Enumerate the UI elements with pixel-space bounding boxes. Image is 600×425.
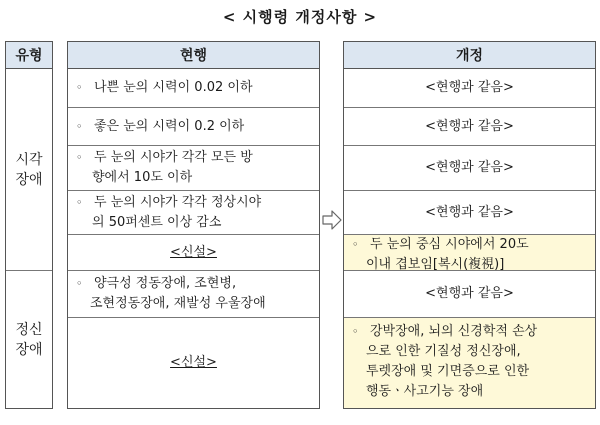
revised-row-6 [344, 270, 595, 317]
type-mental-line2: 장애 [15, 341, 43, 358]
current-column [67, 41, 320, 409]
current-row-3 [68, 145, 319, 190]
current-row-4 [68, 190, 319, 234]
current-row-4-line1: 두 눈의 시야가 각각 정상시야 [94, 195, 262, 210]
revised-row-3-text: <현행과 같음> [425, 160, 514, 175]
bullet-icon: ◦ [76, 81, 83, 94]
revised-row-5 [344, 234, 595, 270]
current-row-5 [68, 234, 319, 270]
current-row-1-line1: 나쁜 눈의 시력이 0.02 이하 [94, 80, 253, 95]
revised-row-7-line1: 강박장애, 뇌의 신경학적 손상 [370, 324, 538, 339]
revised-row-2-text: <현행과 같음> [425, 118, 514, 134]
current-row-3-line1: 두 눈의 시야가 각각 모든 방 [94, 150, 253, 165]
current-header: 현행 [68, 42, 319, 69]
arrow-right-icon [321, 209, 343, 231]
revised-row-7-line2: 으로 인한 기질성 정신장애, [366, 344, 521, 359]
current-row-6 [68, 270, 319, 317]
revised-row-4-text: <현행과 같음> [425, 204, 514, 220]
bullet-icon: ◦ [352, 238, 359, 251]
revised-row-3 [344, 145, 595, 190]
page-title: < 시행령 개정사항 > [222, 8, 378, 26]
bullet-icon: ◦ [352, 325, 359, 338]
revised-row-5-line2: 이내 겹보임[복시(複視)] [366, 257, 505, 272]
current-row-7-label: <신설> [170, 355, 217, 370]
revised-row-4 [344, 190, 595, 234]
revised-row-2 [344, 107, 595, 145]
revised-row-5-line1: 두 눈의 중심 시야에서 20도 [370, 237, 529, 252]
current-row-3-line2: 향에서 10도 이하 [92, 170, 193, 185]
type-visual-cell [6, 69, 52, 270]
bullet-icon: ◦ [76, 151, 83, 164]
current-row-1 [68, 69, 319, 107]
revised-row-7-line4: 행동ㆍ사고기능 장애 [366, 384, 484, 399]
revised-column [343, 41, 596, 409]
bullet-icon: ◦ [76, 277, 83, 290]
revised-row-1-text: <현행과 같음> [425, 80, 514, 95]
revised-header: 개정 [344, 42, 595, 69]
type-column [5, 41, 53, 409]
current-row-2 [68, 107, 319, 145]
revised-row-6-text: <현행과 같음> [425, 286, 514, 301]
bullet-icon: ◦ [76, 120, 83, 133]
revised-row-7 [344, 317, 595, 408]
current-row-7 [68, 317, 319, 408]
current-row-6-line2: 조현정동장애, 재발성 우울장애 [90, 296, 266, 311]
type-visual-line2: 장애 [15, 171, 43, 188]
type-mental-cell [6, 270, 52, 408]
revised-row-1 [344, 69, 595, 107]
current-row-5-label: <신설> [170, 244, 217, 260]
type-visual-line1: 시각 [15, 151, 43, 168]
type-header: 유형 [6, 42, 52, 69]
current-row-6-line1: 양극성 정동장애, 조현병, [94, 276, 237, 291]
current-row-4-line2: 의 50퍼센트 이상 감소 [92, 215, 222, 230]
current-row-2-line1: 좋은 눈의 시력이 0.2 이하 [94, 119, 245, 134]
bullet-icon: ◦ [76, 196, 83, 209]
type-mental-line1: 정신 [15, 321, 43, 338]
revised-row-7-line3: 투렛장애 및 기면증으로 인한 [366, 364, 530, 379]
